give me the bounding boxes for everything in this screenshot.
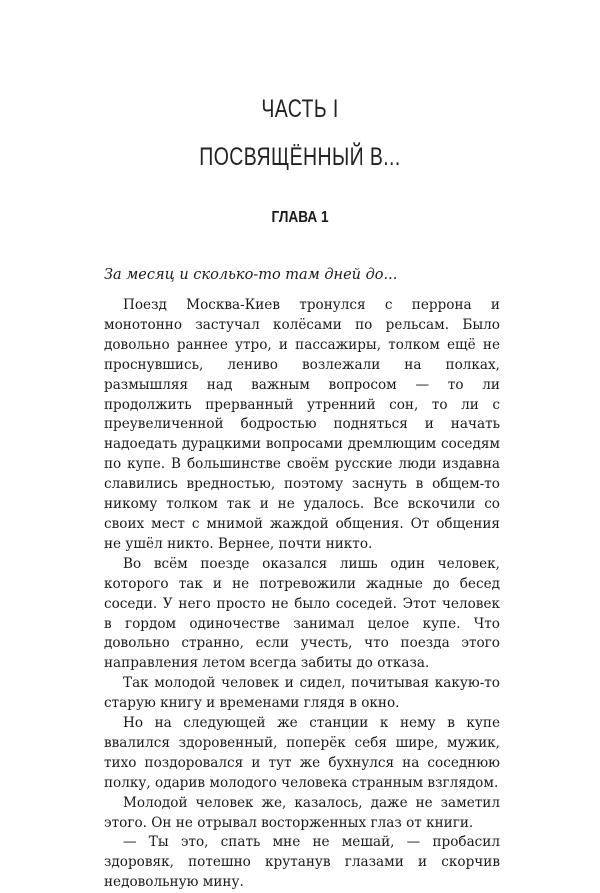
- paragraph: Молодой человек же, казалось, даже не заметил этого. Он не отрывал восторженных глаз от книги.: [104, 794, 500, 831]
- part-title: ПОСВЯЩЁННЫЙ В...: [199, 143, 401, 171]
- epigraph: За месяц и сколько-то там дней до...: [104, 267, 398, 283]
- paragraph: Но на следующей же станции к нему в купе ввалился здоровенный, поперёк себя шире, мужик, тихо поздоровался и тут же бухнулся на соседнюю полку, одарив молодого человека странным взглядом.: [104, 715, 500, 791]
- paragraph: Поезд Москва-Киев тронулся с перрона и монотонно застучал колёсами по рельсам. Было довольно раннее утро, и пассажиры, толком ещё не проснувшись, лениво возлежали на полках, размышляя над важным вопросом — то ли продолжить прерванный утренний сон, то ли с преувеличенной бодростью подняться и начать надоедать дурацкими вопросами дремлющим соседям по купе. В большинстве своём русские люди издавна славились вредностью, поэтому заснуть в общем-то никому толком так и не удалось. Все вскочили со своих мест с мнимой жаждой общения. От общения не ушёл никто. Вернее, почти никто.: [104, 297, 500, 552]
- paragraph: Во всём поезде оказался лишь один человек, которого так и не потревожили жадные до бесед соседи. У него просто не было соседей. Этот человек в гордом одиночестве занимал целое купе. Что довольно странно, если учесть, что поезда этого направления летом всегда забиты до отказа.: [104, 555, 500, 672]
- body-text: [104, 296, 500, 893]
- paragraph: Так молодой человек и сидел, почитывая какую-то старую книгу и временами глядя в окно.: [104, 675, 500, 712]
- paragraph: — Ты это, спать мне не мешай, — пробасил здоровяк, потешно крутанув глазами и скорчив недовольную мину.: [104, 834, 500, 891]
- part-label: ЧАСТЬ I: [261, 95, 339, 123]
- chapter-title: ГЛАВА 1: [271, 209, 329, 226]
